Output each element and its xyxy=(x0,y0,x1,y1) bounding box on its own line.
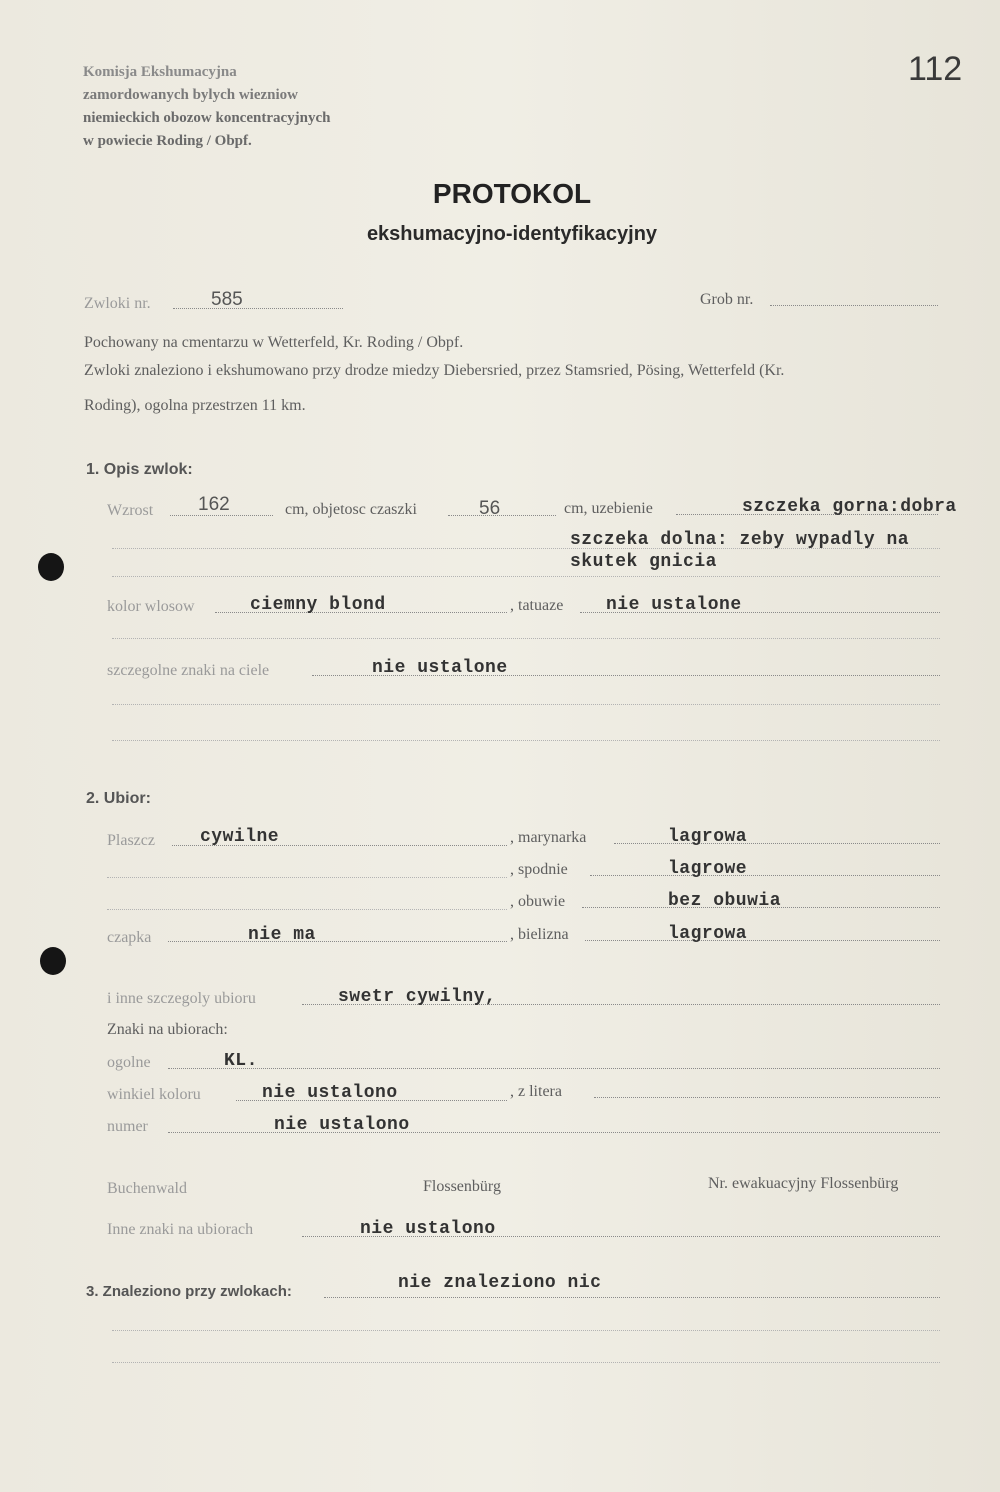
spodnie-left-rule xyxy=(107,877,507,878)
zwloki-value: 585 xyxy=(211,289,243,310)
bielizna-label: , bielizna xyxy=(510,926,569,943)
spodnie-dotted-line xyxy=(590,875,940,876)
header-line-2: zamordowanych bylych wiezniow xyxy=(83,87,298,103)
bielizna-dotted-line xyxy=(585,940,940,941)
ogolne-label: ogolne xyxy=(107,1054,151,1071)
grob-label: Grob nr. xyxy=(700,291,754,308)
bielizna-value: lagrowa xyxy=(668,924,748,944)
section1-blank-rule-1 xyxy=(112,638,940,639)
inne-znaki-label: Inne znaki na ubiorach xyxy=(107,1221,254,1238)
document-subtitle: ekshumacyjno-identyfikacyjny xyxy=(366,223,658,245)
czaszka-value: 56 xyxy=(479,498,501,519)
tatuaze-label: , tatuaze xyxy=(510,597,564,614)
header-line-1: Komisja Ekshumacyjna xyxy=(83,64,237,80)
marynarka-label: , marynarka xyxy=(510,829,587,846)
wzrost-label: Wzrost xyxy=(107,502,154,519)
tatuaze-value: nie ustalone xyxy=(606,595,742,615)
punch-hole-top xyxy=(38,553,64,581)
obuwie-label: , obuwie xyxy=(510,893,566,910)
inne-znaki-value: nie ustalono xyxy=(360,1219,496,1239)
z-litera-dotted-line xyxy=(594,1097,940,1098)
marynarka-dotted-line xyxy=(614,843,940,844)
spodnie-label: , spodnie xyxy=(510,861,568,878)
burial-line: Pochowany na cmentarzu w Wetterfeld, Kr. Roding / Obpf. xyxy=(84,334,464,351)
marynarka-value: lagrowa xyxy=(668,827,748,847)
numer-label: numer xyxy=(107,1118,148,1135)
czapka-dotted-line xyxy=(168,941,507,942)
czapka-value: nie ma xyxy=(248,925,316,945)
page-number: 112 xyxy=(908,50,963,88)
document-title: PROTOKOL xyxy=(432,178,592,209)
section-2-title: 2. Ubior: xyxy=(86,790,151,807)
nr-ewakuacyjny-label: Nr. ewakuacyjny Flossenbürg xyxy=(708,1175,899,1192)
section-3-dotted-line xyxy=(324,1297,940,1298)
found-line-2: Roding), ogolna przestrzen 11 km. xyxy=(84,397,306,414)
inne-szczegoly-label: i inne szczegoly ubioru xyxy=(107,990,256,1007)
section3-blank-rule-2 xyxy=(112,1362,940,1363)
ogolne-value: KL. xyxy=(224,1051,258,1071)
buchenwald-label: Buchenwald xyxy=(107,1180,187,1197)
czaszka-dotted-line xyxy=(448,515,556,516)
inne-szczegoly-value: swetr cywilny, xyxy=(338,987,497,1007)
flossenburg-label: Flossenbürg xyxy=(423,1178,501,1195)
section-3-title: 3. Znaleziono przy zwlokach: xyxy=(86,1283,292,1300)
section1-blank-rule-3 xyxy=(112,740,940,741)
objetosc-label: cm, objetosc czaszki xyxy=(285,501,417,518)
spodnie-value: lagrowe xyxy=(668,859,748,879)
winkiel-koloru-value: nie ustalono xyxy=(262,1083,398,1103)
header-line-4: w powiecie Roding / Obpf. xyxy=(83,133,252,149)
grob-dotted-line xyxy=(770,305,938,306)
header-line-3: niemieckich obozow koncentracyjnych xyxy=(83,110,331,126)
uzebienie-value-2: szczeka dolna: zeby wypadly na xyxy=(570,530,910,550)
obuwie-left-rule xyxy=(107,909,507,910)
section1-blank-rule-2 xyxy=(112,704,940,705)
section3-blank-rule-1 xyxy=(112,1330,940,1331)
wzrost-value: 162 xyxy=(198,494,230,515)
section-1-title: 1. Opis zwlok: xyxy=(86,461,193,478)
numer-value: nie ustalono xyxy=(274,1115,410,1135)
kolor-wlosow-value: ciemny blond xyxy=(250,595,386,615)
kolor-wlosow-label: kolor wlosow xyxy=(107,598,195,615)
obuwie-value: bez obuwia xyxy=(668,891,782,911)
section-3-value: nie znaleziono nic xyxy=(398,1273,602,1293)
plaszcz-label: Plaszcz xyxy=(107,832,155,849)
zwloki-label: Zwloki nr. xyxy=(84,295,151,312)
znaki-na-ciele-label: szczegolne znaki na ciele xyxy=(107,662,270,679)
uzebienie-value-3: skutek gnicia xyxy=(570,552,717,572)
plaszcz-value: cywilne xyxy=(200,827,280,847)
ogolne-dotted-line xyxy=(168,1068,940,1069)
czapka-label: czapka xyxy=(107,929,152,946)
z-litera-label: , z litera xyxy=(510,1083,562,1100)
uzebienie-value-1: szczeka gorna:dobra xyxy=(742,497,957,517)
zwloki-dotted-line xyxy=(173,308,343,309)
found-line-1: Zwloki znaleziono i ekshumowano przy drodze miedzy Diebersried, przez Stamsried, Pösing, Wetterfeld (Kr. xyxy=(84,362,785,379)
header-block xyxy=(83,61,330,153)
punch-hole-bottom xyxy=(40,947,66,975)
winkiel-koloru-label: winkiel koloru xyxy=(107,1086,201,1103)
znaki-na-ciele-value: nie ustalone xyxy=(372,658,508,678)
znaki-na-ubiorach-label: Znaki na ubiorach: xyxy=(107,1021,228,1038)
uzebienie-rule-3 xyxy=(112,576,940,577)
uzebienie-label: cm, uzebienie xyxy=(564,500,653,517)
